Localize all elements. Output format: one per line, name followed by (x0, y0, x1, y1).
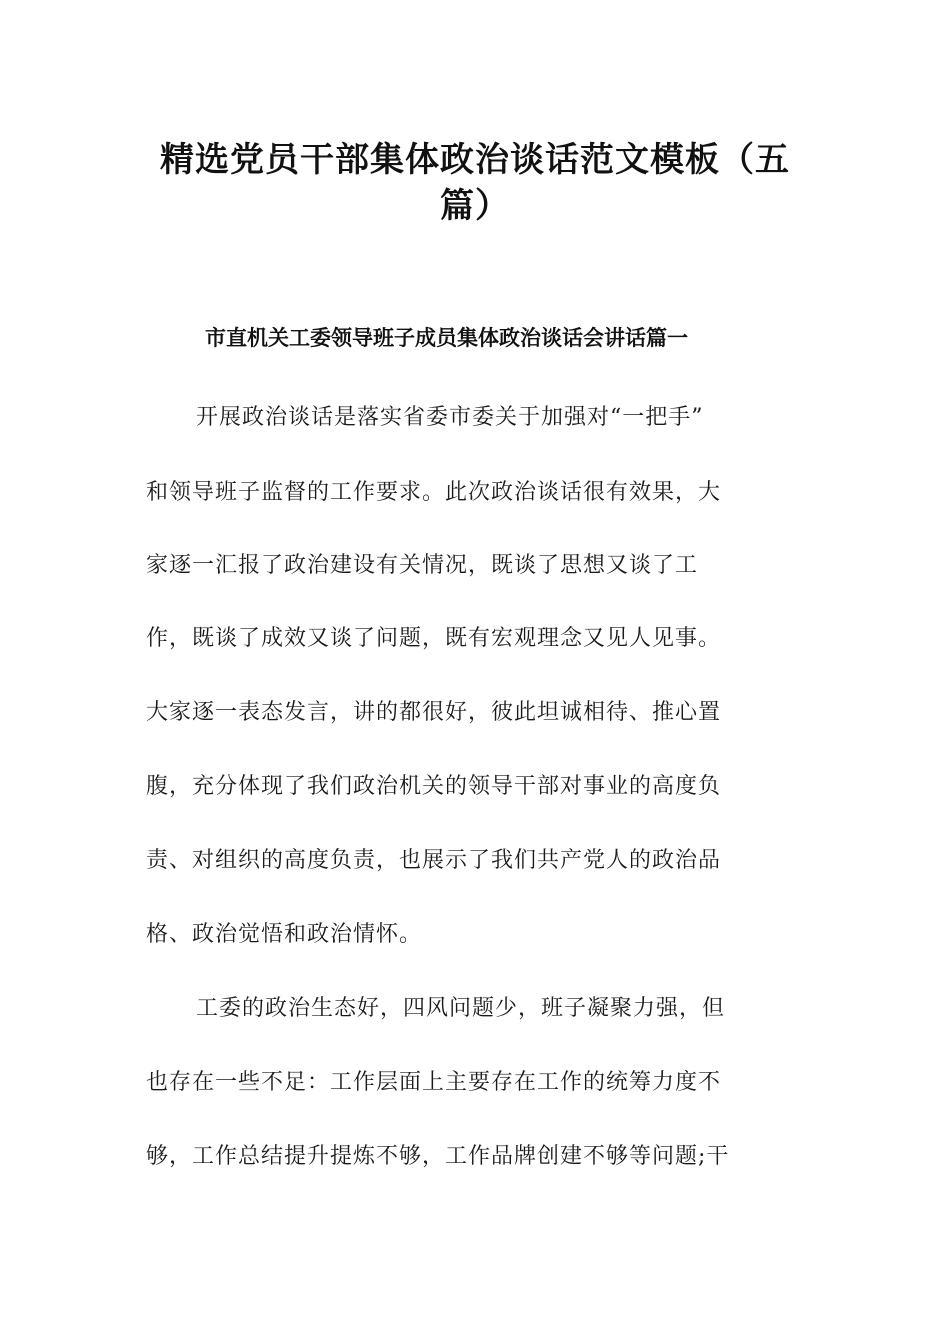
body-line: 腹，充分体现了我们政治机关的领导干部对事业的高度负 (146, 774, 722, 799)
body-line: 家逐一汇报了政治建设有关情况，既谈了思想又谈了工 (146, 553, 699, 578)
document-title-line-1: 精选党员干部集体政治谈话范文模板（五 (160, 140, 790, 180)
body-line: 责、对组织的高度负责，也展示了我们共产党人的政治品 (146, 848, 722, 873)
section-heading: 市直机关工委领导班子成员集体政治谈话会讲话篇一 (205, 326, 688, 350)
body-line: 够，工作总结提升提炼不够，工作品牌创建不够等问题;干 (146, 1144, 730, 1169)
body-line: 作，既谈了成效又谈了问题，既有宏观理念又见人见事。 (146, 626, 722, 651)
body-line: 大家逐一表态发言，讲的都很好，彼此坦诚相待、推心置 (146, 700, 722, 725)
document-title-line-2: 篇） (440, 186, 510, 226)
body-line: 开展政治谈话是落实省委市委关于加强对“一把手” (196, 405, 704, 430)
body-line: 也存在一些不足：工作层面上主要存在工作的统筹力度不 (146, 1070, 722, 1095)
body-line: 工委的政治生态好，四风问题少，班子凝聚力强，但 (196, 996, 726, 1021)
body-line: 和领导班子监督的工作要求。此次政治谈话很有效果，大 (146, 480, 722, 505)
body-line: 格、政治觉悟和政治情怀。 (146, 922, 423, 947)
